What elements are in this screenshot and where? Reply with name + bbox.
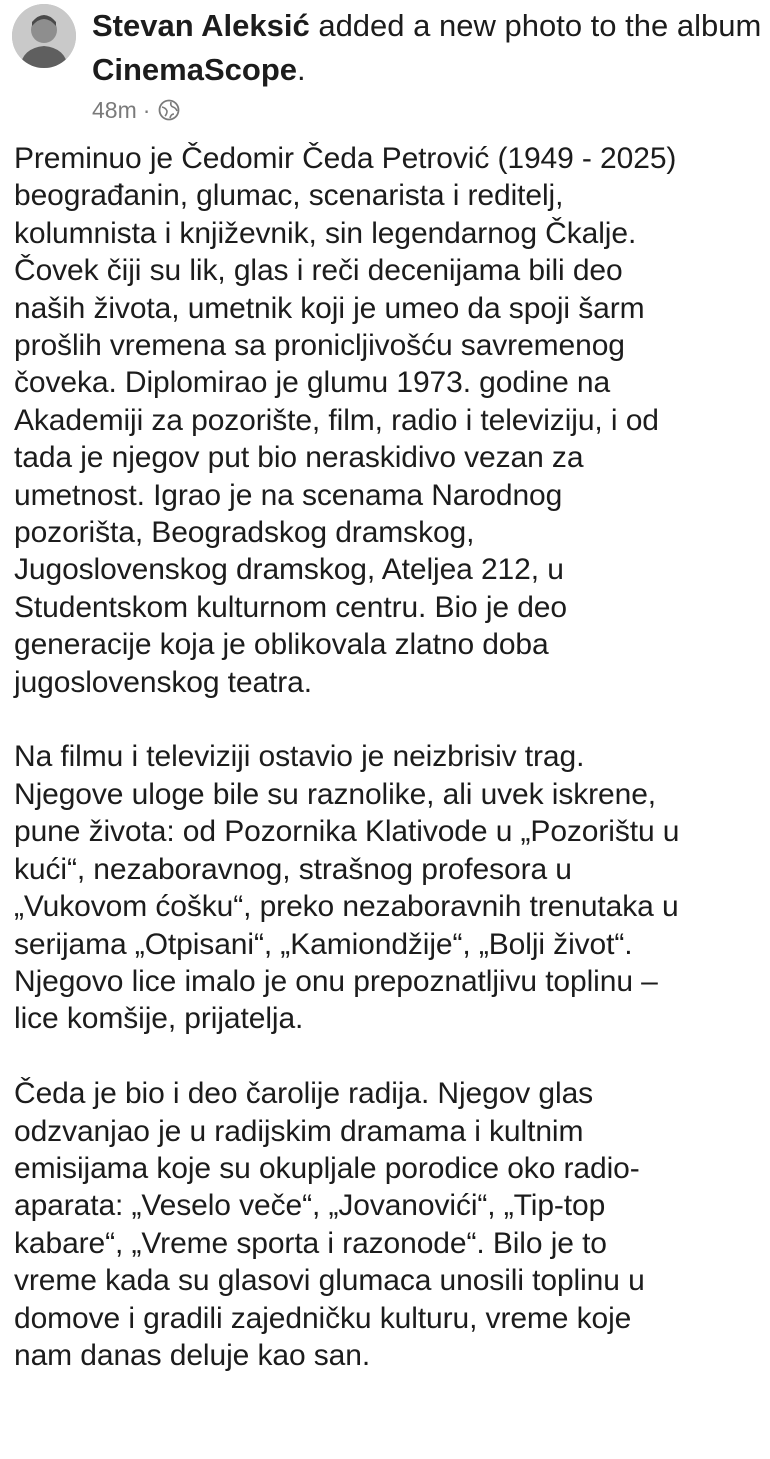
post-timestamp[interactable]: 48m bbox=[92, 96, 137, 123]
post-paragraph-1: Preminuo je Čedomir Čeda Petrović (1949 - 2025) beograđanin, glumac, scenarista i reditelj, kolumnista i književnik, sin legendarnog Čkalje. Čovek čiji su lik, glas i reči decenijama bili deo naših života, umetnik koji je umeo da spoji šarm prošlih vremena sa pronicljivošću savremenog čoveka. Diplomirao je glumu 1973. godine na Akademiji za pozorište, film, radio i televiziju, i od tada je njegov put bio neraskidivo vezan za umetnost. Igrao je na scenama Narodnog pozorišta, Beogradskog dramskog, Jugoslovenskog dramskog, Ateljea 212, u Studentskom kulturnom centru. Bio je deo generacije koja je oblikovala zlatno doba jugoslovenskog teatra. bbox=[14, 142, 677, 699]
post-action-suffix: . bbox=[297, 52, 306, 87]
post-header bbox=[12, 4, 762, 124]
post-paragraph-3: Čeda je bio i deo čarolije radija. Njegov glas odzvanjao je u radijskim dramama i kultnim emisijama koje su okupljale porodice oko radio- aparata: „Veselo veče“, „Jovanovići“, „Tip-top kabare“, „Vreme sporta i razonode“. Bilo je to vreme kada su glasovi glumaca unosili toplinu u domove i gradili zajedničku kulturu, vreme koje nam danas deluje kao san. bbox=[14, 1077, 645, 1372]
globe-icon[interactable] bbox=[158, 99, 180, 121]
meta-separator: · bbox=[142, 96, 151, 123]
author-avatar[interactable] bbox=[12, 4, 76, 68]
post-meta bbox=[92, 92, 180, 128]
post-message bbox=[14, 140, 766, 1374]
avatar-photo-icon bbox=[12, 4, 76, 68]
post-action-text: added a new photo to the album bbox=[318, 8, 762, 43]
post-paragraph-2: Na filmu i televiziji ostavio je neizbrisiv trag. Njegove uloge bile su raznolike, ali uvek iskrene, pune života: od Pozornika Klativode u „Pozorištu u kući“, nezaboravnog, strašnog profesora u „Vukovom ćošku“, preko nezaboravnih trenutaka u serijama „Otpisani“, „Kamiondžije“, „Bolji život“. Njegovo lice imalo je onu prepoznatljivu toplinu – lice komšije, prijatelja. bbox=[14, 740, 680, 1036]
album-link[interactable]: CinemaScope bbox=[92, 52, 298, 87]
author-name[interactable]: Stevan Aleksić bbox=[92, 8, 310, 43]
post-header-text bbox=[92, 4, 762, 92]
